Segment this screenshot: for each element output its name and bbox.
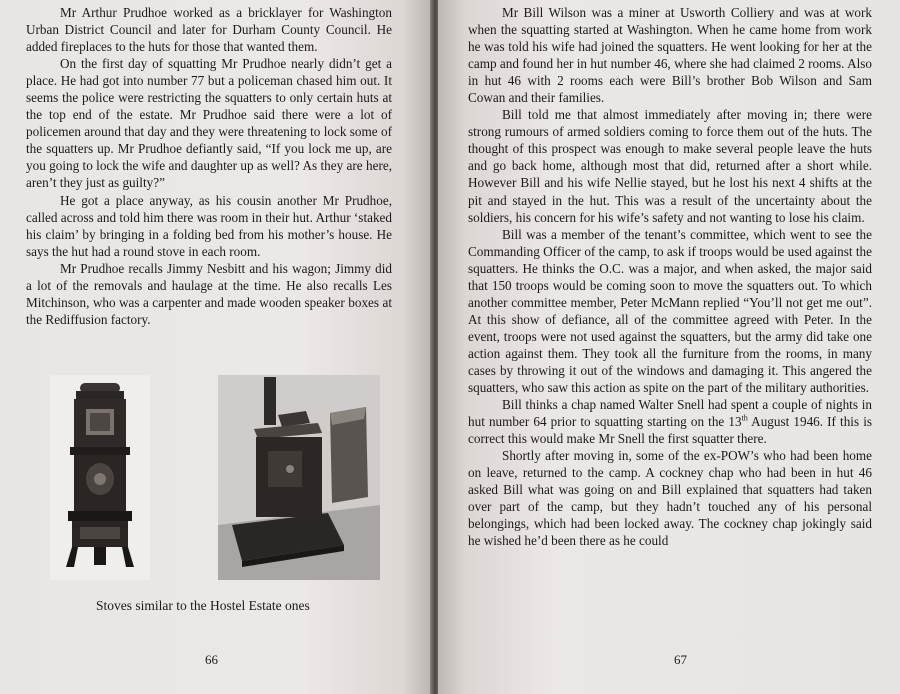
paragraph: [468, 396, 872, 447]
box-stove-icon: [218, 375, 380, 580]
paragraph: Bill was a member of the tenant’s committee, which went to see the Commanding Officer of the camp, to ask if troops would be used against the squatters. He thinks the O.C. was a major, and when asked, the major said that 150 troops would be coming soon to move the squatters out. To which another committee member, Peter McMann replied “You’ll not get me out”. At this show of defiance, all of the committee agreed with Peter. In the event, troops were not used against the squatters, but the army did take one action against them. They took all the furniture from the rooms, in many cases by throwing it out of the windows and damaging it. This angered the squatters, who saw this action as spite on the part of the military authorities.: [468, 226, 872, 396]
paragraph: He got a place anyway, as his cousin another Mr Prudhoe, called across and told him there was room in their hut. Arthur ‘staked his claim’ by bringing in a folding bed from his mother’s house. He says the hut had a round stove in each room.: [26, 192, 392, 259]
paragraph-text: Bill thinks a chap named Walter Snell had spent a couple of nights in hut number 64 prior to squatting starting on the 13: [468, 397, 872, 430]
left-page: [0, 0, 433, 694]
paragraph: Bill told me that almost immediately after moving in; there were strong rumours of armed soldiers coming to force them out of the huts. The thought of this prospect was enough to make several people leave the huts and go back home, although most that did, returned after a short while. However Bill and his wife Nellie stayed, but he lost his next 4 shifts at the pit and stayed in the hut. This was a result of the uncertainty about the soldiers, his concern for his wife’s safety and not wanting to lose his claim.: [468, 107, 872, 225]
stove-photo-box: [218, 375, 380, 580]
stove-photo-tall: [50, 375, 150, 580]
paragraph-text: August 1946. If this is correct this would make Mr Snell the first squatter there.: [468, 414, 872, 447]
left-page-text: [26, 4, 392, 328]
tall-stove-icon: [50, 375, 150, 580]
right-page-text: [468, 4, 872, 550]
paragraph: Shortly after moving in, some of the ex-POW’s who had been home on leave, returned to the camp. A cockney chap who had been in hut 46 asked Bill what was going on and Bill explained that squatters had taken over part of the camp, but they hadn’t touched any of his personal belongings, which had been locked away. The cockney chap jokingly said he wished he’d been there as he could: [468, 448, 872, 549]
page-number: 67: [674, 652, 687, 667]
paragraph: Mr Prudhoe recalls Jimmy Nesbitt and his wagon; Jimmy did a lot of the removals and haulage at the time. He also recalls Les Mitchinson, who was a carpenter and made wooden speaker boxes at the Rediffusion factory.: [26, 260, 392, 327]
page-number: 66: [205, 652, 218, 667]
paragraph: On the first day of squatting Mr Prudhoe nearly didn’t get a place. He had got into number 77 but a policeman chased him out. It seems the police were restricting the squatters to only certain huts at the top end of the estate. Mr Prudhoe said there were a lot of policemen around that day and they were threatening to lock some of the squatters up. Mr Prudhoe defiantly said, “If you lock me up, are you going to lock the wife and daughter up as well? As they are here, aren’t they just as guilty?”: [26, 56, 392, 191]
ordinal-suffix: th: [741, 413, 748, 423]
paragraph: Mr Bill Wilson was a miner at Usworth Colliery and was at work when the squatting started at Washington. When he came home from work he was told his wife had joined the squatters. He went looking for her at the camp and found her in hut number 46, where she had claimed 2 rooms. Also in hut 46 with 2 rooms each were Bill’s brother Bob Wilson and Sam Cowan and their families.: [468, 5, 872, 106]
right-page: [438, 0, 900, 694]
paragraph: Mr Arthur Prudhoe worked as a bricklayer for Washington Urban District Council and later for Durham County Council. He added fireplaces to the huts for those that wanted them.: [26, 5, 392, 55]
photo-caption: Stoves similar to the Hostel Estate ones: [96, 598, 310, 613]
